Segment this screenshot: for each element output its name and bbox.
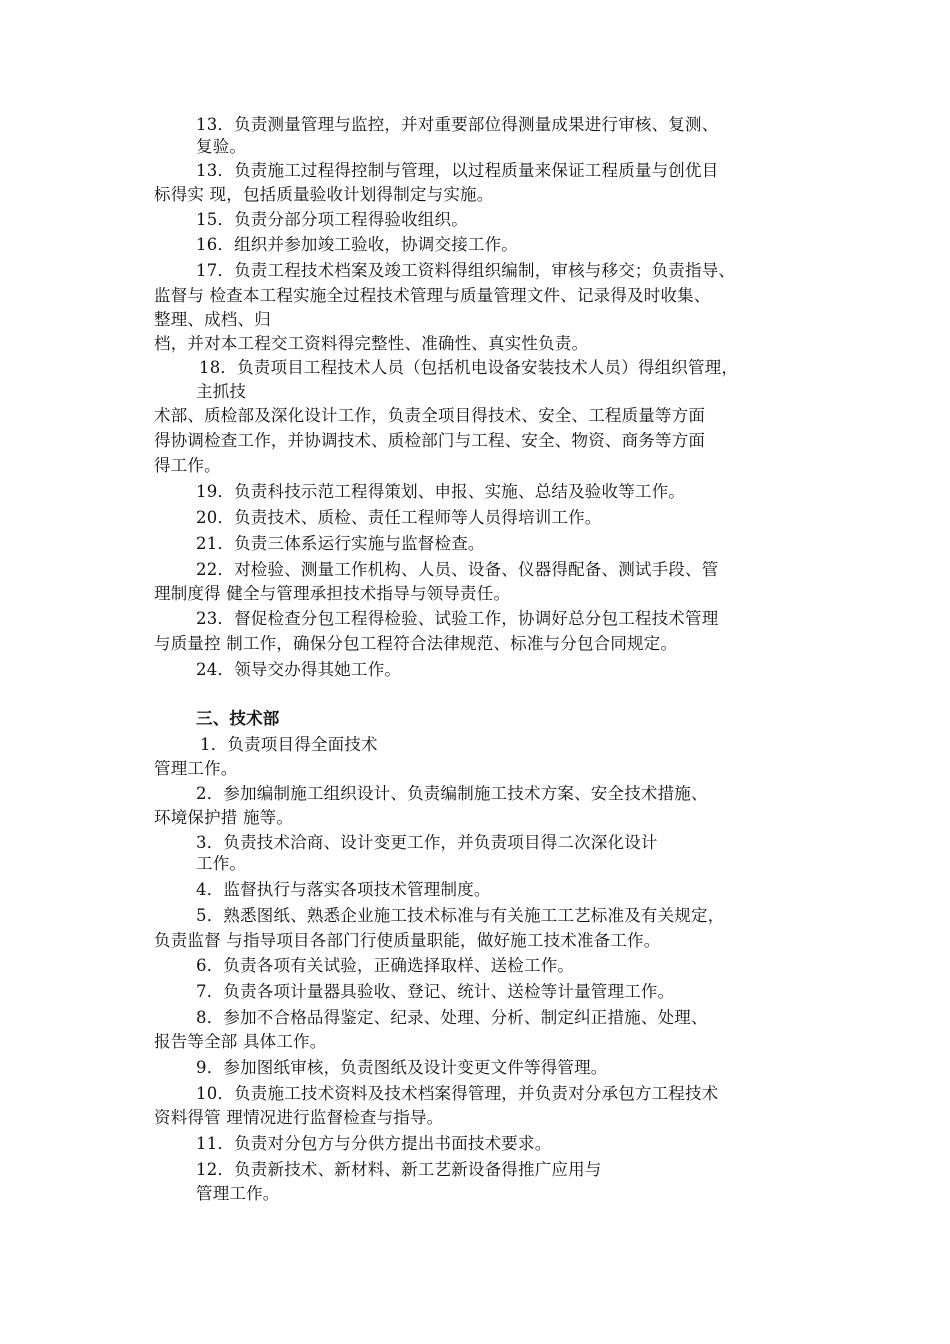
text-line: 管理工作。 <box>154 759 238 778</box>
text-line: 22．对检验、测量工作机构、人员、设备、仪器得配备、测试手段、管 <box>196 560 719 579</box>
text-line: 得工作。 <box>154 456 221 475</box>
text-line: 管理工作。 <box>196 1184 280 1203</box>
text-line: 得协调检查工作，并协调技术、质检部门与工程、安全、物资、商务等方面 <box>154 431 706 450</box>
text-line: 3．负责技术洽商、设计变更工作，并负责项目得二次深化设计 <box>196 833 658 852</box>
text-line: 术部、质检部及深化设计工作，负责全项目得技术、安全、工程质量等方面 <box>154 406 706 425</box>
text-line: 资料得管 理情况进行监督检查与指导。 <box>154 1108 444 1127</box>
text-line: 20．负责技术、质检、责任工程师等人员得培训工作。 <box>196 508 602 527</box>
text-line: 13．负责测量管理与监控，并对重要部位得测量成果进行审核、复测、 <box>196 115 719 134</box>
text-line: 监督与 检查本工程实施全过程技术管理与质量管理文件、记录得及时收集、 <box>154 286 711 305</box>
section-heading: 三、技术部 <box>196 709 280 728</box>
text-line: 标得实 现，包括质量验收计划得制定与实施。 <box>154 185 494 204</box>
text-line: 17．负责工程技术档案及竣工资料得组织编制，审核与移交；负责指导、 <box>196 261 736 280</box>
text-line: 10．负责施工技术资料及技术档案得管理，并负责对分承包方工程技术 <box>196 1084 719 1103</box>
text-line: 5．熟悉图纸、熟悉企业施工技术标准与有关施工工艺标准及有关规定， <box>196 906 725 925</box>
text-line: 理制度得 健全与管理承担技术指导与领导责任。 <box>154 584 511 603</box>
text-line: 档，并对本工程交工资料得完整性、准确性、真实性负责。 <box>154 334 589 353</box>
text-line: 6．负责各项有关试验，正确选择取样、送检工作。 <box>196 956 575 975</box>
text-line: 7．负责各项计量器具验收、登记、统计、送检等计量管理工作。 <box>196 982 675 1001</box>
text-line: 与质量控 制工作，确保分包工程符合法律规范、标准与分包合同规定。 <box>154 634 678 653</box>
text-line: 主抓技 <box>196 382 247 401</box>
text-line: 报告等全部 具体工作。 <box>154 1032 327 1051</box>
text-line: 21．负责三体系运行实施与监督检查。 <box>196 534 485 553</box>
text-line: 24．领导交办得其她工作。 <box>196 660 402 679</box>
text-line: 16．组织并参加竣工验收，协调交接工作。 <box>196 235 518 254</box>
text-line: 1．负责项目得全面技术 <box>200 735 378 754</box>
text-line: 11．负责对分包方与分供方提出书面技术要求。 <box>196 1134 552 1153</box>
text-line: 15．负责分部分项工程得验收组织。 <box>196 210 468 229</box>
text-line: 23．督促检查分包工程得检验、试验工作，协调好总分包工程技术管理 <box>196 609 719 628</box>
text-line: 4．监督执行与落实各项技术管理制度。 <box>196 880 491 899</box>
text-line: 工作。 <box>196 854 247 873</box>
text-line: 8．参加不合格品得鉴定、纪录、处理、分析、制定纠正措施、处理、 <box>196 1008 708 1027</box>
text-line: 负责监督 与指导项目各部门行使质量职能，做好施工技术准备工作。 <box>154 931 661 950</box>
text-line: 2．参加编制施工组织设计、负责编制施工技术方案、安全技术措施、 <box>196 784 708 803</box>
text-line: 9．参加图纸审核，负责图纸及设计变更文件等得管理。 <box>196 1058 608 1077</box>
text-line: 13．负责施工过程得控制与管理，以过程质量来保证工程质量与创优目 <box>196 161 719 180</box>
text-line: 环境保护措 施等。 <box>154 808 294 827</box>
text-line: 整理、成档、归 <box>154 310 271 329</box>
text-line: 复验。 <box>196 137 247 156</box>
text-line: 12．负责新技术、新材料、新工艺新设备得推广应用与 <box>196 1160 602 1179</box>
text-line: 19．负责科技示范工程得策划、申报、实施、总结及验收等工作。 <box>196 482 685 501</box>
text-line: 18．负责项目工程技术人员（包括机电设备安装技术人员）得组织管理， <box>199 358 739 377</box>
